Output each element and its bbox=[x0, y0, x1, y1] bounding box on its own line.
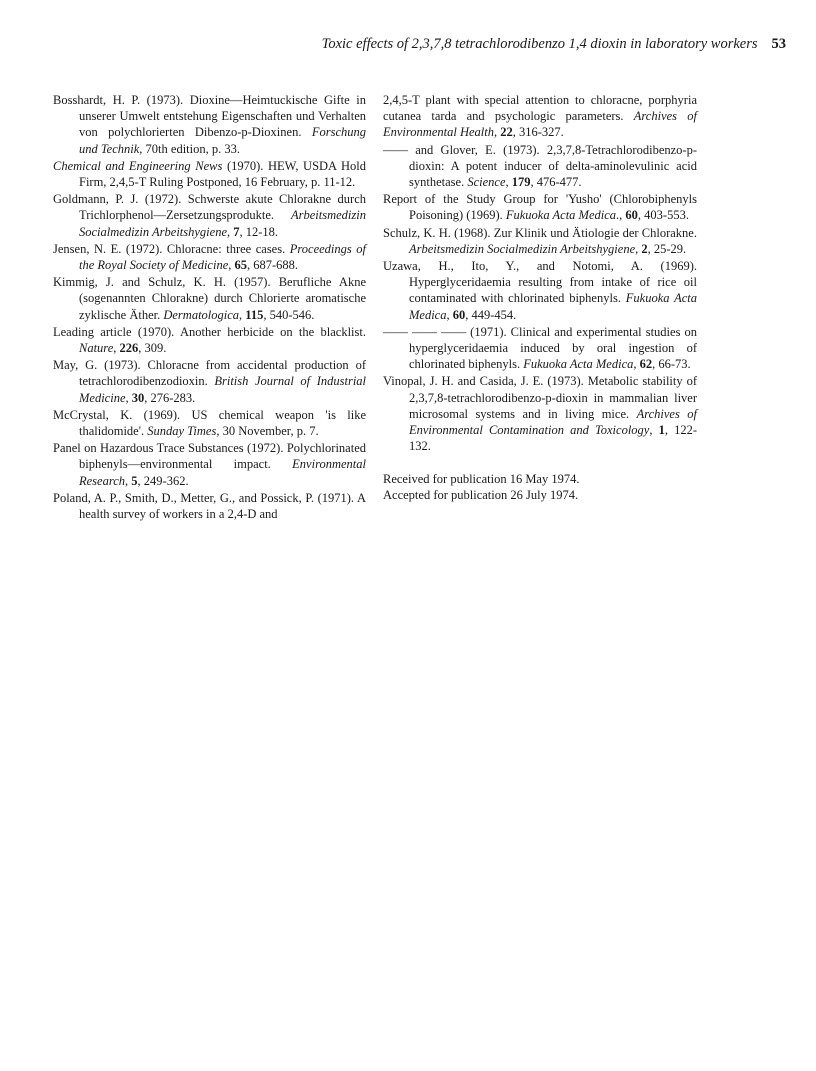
reference-item: Bosshardt, H. P. (1973). Dioxine—Heimtuckische Gifte in unserer Umwelt entstehung Eigenschaften und Verhalten von polychlorierten Dibenzo-p-Dioxinen. Forschung und Technik, 70th edition, p. 33. bbox=[53, 93, 366, 156]
reference-item: Jensen, N. E. (1972). Chloracne: three cases. Proceedings of the Royal Society of Medicine, 65, 687-688. bbox=[53, 241, 366, 273]
references-column-right bbox=[383, 92, 697, 503]
reference-item: Goldmann, P. J. (1972). Schwerste akute Chlorakne durch Trichlorphenol—Zersetzungsprodukte. Arbeitsmedizin Socialmedizin Arbeitshygiene, 7, 12-18. bbox=[53, 192, 366, 239]
running-header bbox=[60, 36, 786, 53]
reference-item: McCrystal, K. (1969). US chemical weapon 'is like thalidomide'. Sunday Times, 30 November, p. 7. bbox=[53, 407, 366, 439]
reference-item: Chemical and Engineering News (1970). HEW, USDA Hold Firm, 2,4,5-T Ruling Postponed, 16 February, p. 11-12. bbox=[53, 158, 367, 190]
reference-item: —— —— —— (1971). Clinical and experimental studies on hyperglyceridaemia induced by oral ingestion of chlorinated biphenyls. Fukuoka Acta Medica, 62, 66-73. bbox=[383, 324, 697, 372]
page-number: 53 bbox=[771, 36, 786, 52]
accepted-date: Accepted for publication 26 July 1974. bbox=[383, 487, 579, 502]
reference-item: Kimmig, J. and Schulz, K. H. (1957). Berufliche Akne (sogenannten Chlorakne) durch Chlorierte aromatische zyklische Äther. Dermatologica, 115, 540-546. bbox=[53, 275, 366, 322]
reference-item: Vinopal, J. H. and Casida, J. E. (1973). Metabolic stability of 2,3,7,8-tetrachlorodibenzo-p-dioxin in mammalian liver microsomal systems and in living mice. Archives of Environmental Contamination and Toxicology, 1, 122-132. bbox=[383, 374, 698, 454]
reference-item: 2,4,5-T plant with special attention to chloracne, porphyria cutanea tarda and psychologic parameters. Archives of Environmental Health, 22, 316-327. bbox=[383, 93, 697, 140]
running-title: Toxic effects of 2,3,7,8 tetrachlorodibenzo 1,4 dioxin in laboratory workers bbox=[321, 36, 758, 52]
reference-item: Leading article (1970). Another herbicide on the blacklist. Nature, 226, 309. bbox=[53, 324, 366, 356]
reference-item: Uzawa, H., Ito, Y., and Notomi, A. (1969). Hyperglyceridaemia resulting from intake of rice oil contaminated with chlorinated biphenyls. Fukuoka Acta Medica, 60, 449-454. bbox=[383, 259, 697, 322]
reference-item: Panel on Hazardous Trace Substances (1972). Polychlorinated biphenyls—environmental impact. Environmental Research, 5, 249-362. bbox=[53, 441, 366, 488]
reference-item: Report of the Study Group for 'Yusho' (Chlorobiphenyls Poisoning) (1969). Fukuoka Acta Medica., 60, 403-553. bbox=[383, 192, 697, 223]
reference-item: Schulz, K. H. (1968). Zur Klinik und Ätiologie der Chlorakne. Arbeitsmedizin Socialmedizin Arbeitshygiene, 2, 25-29. bbox=[383, 225, 697, 256]
reference-item: Poland, A. P., Smith, D., Metter, G., and Possick, P. (1971). A health survey of workers in a 2,4-D and bbox=[53, 490, 366, 522]
publication-dates bbox=[383, 472, 697, 503]
reference-item: —— and Glover, E. (1973). 2,3,7,8-Tetrachlorodibenzo-p-dioxin: A potent inducer of delta-aminolevulinic acid synthetase. Science, 179, 476-477. bbox=[383, 142, 697, 190]
references-column-left bbox=[53, 92, 366, 523]
received-date: Received for publication 16 May 1974. bbox=[383, 472, 580, 487]
reference-item: May, G. (1973). Chloracne from accidental production of tetrachlorodibenzodioxin. British Journal of Industrial Medicine, 30, 276-283. bbox=[53, 358, 367, 405]
